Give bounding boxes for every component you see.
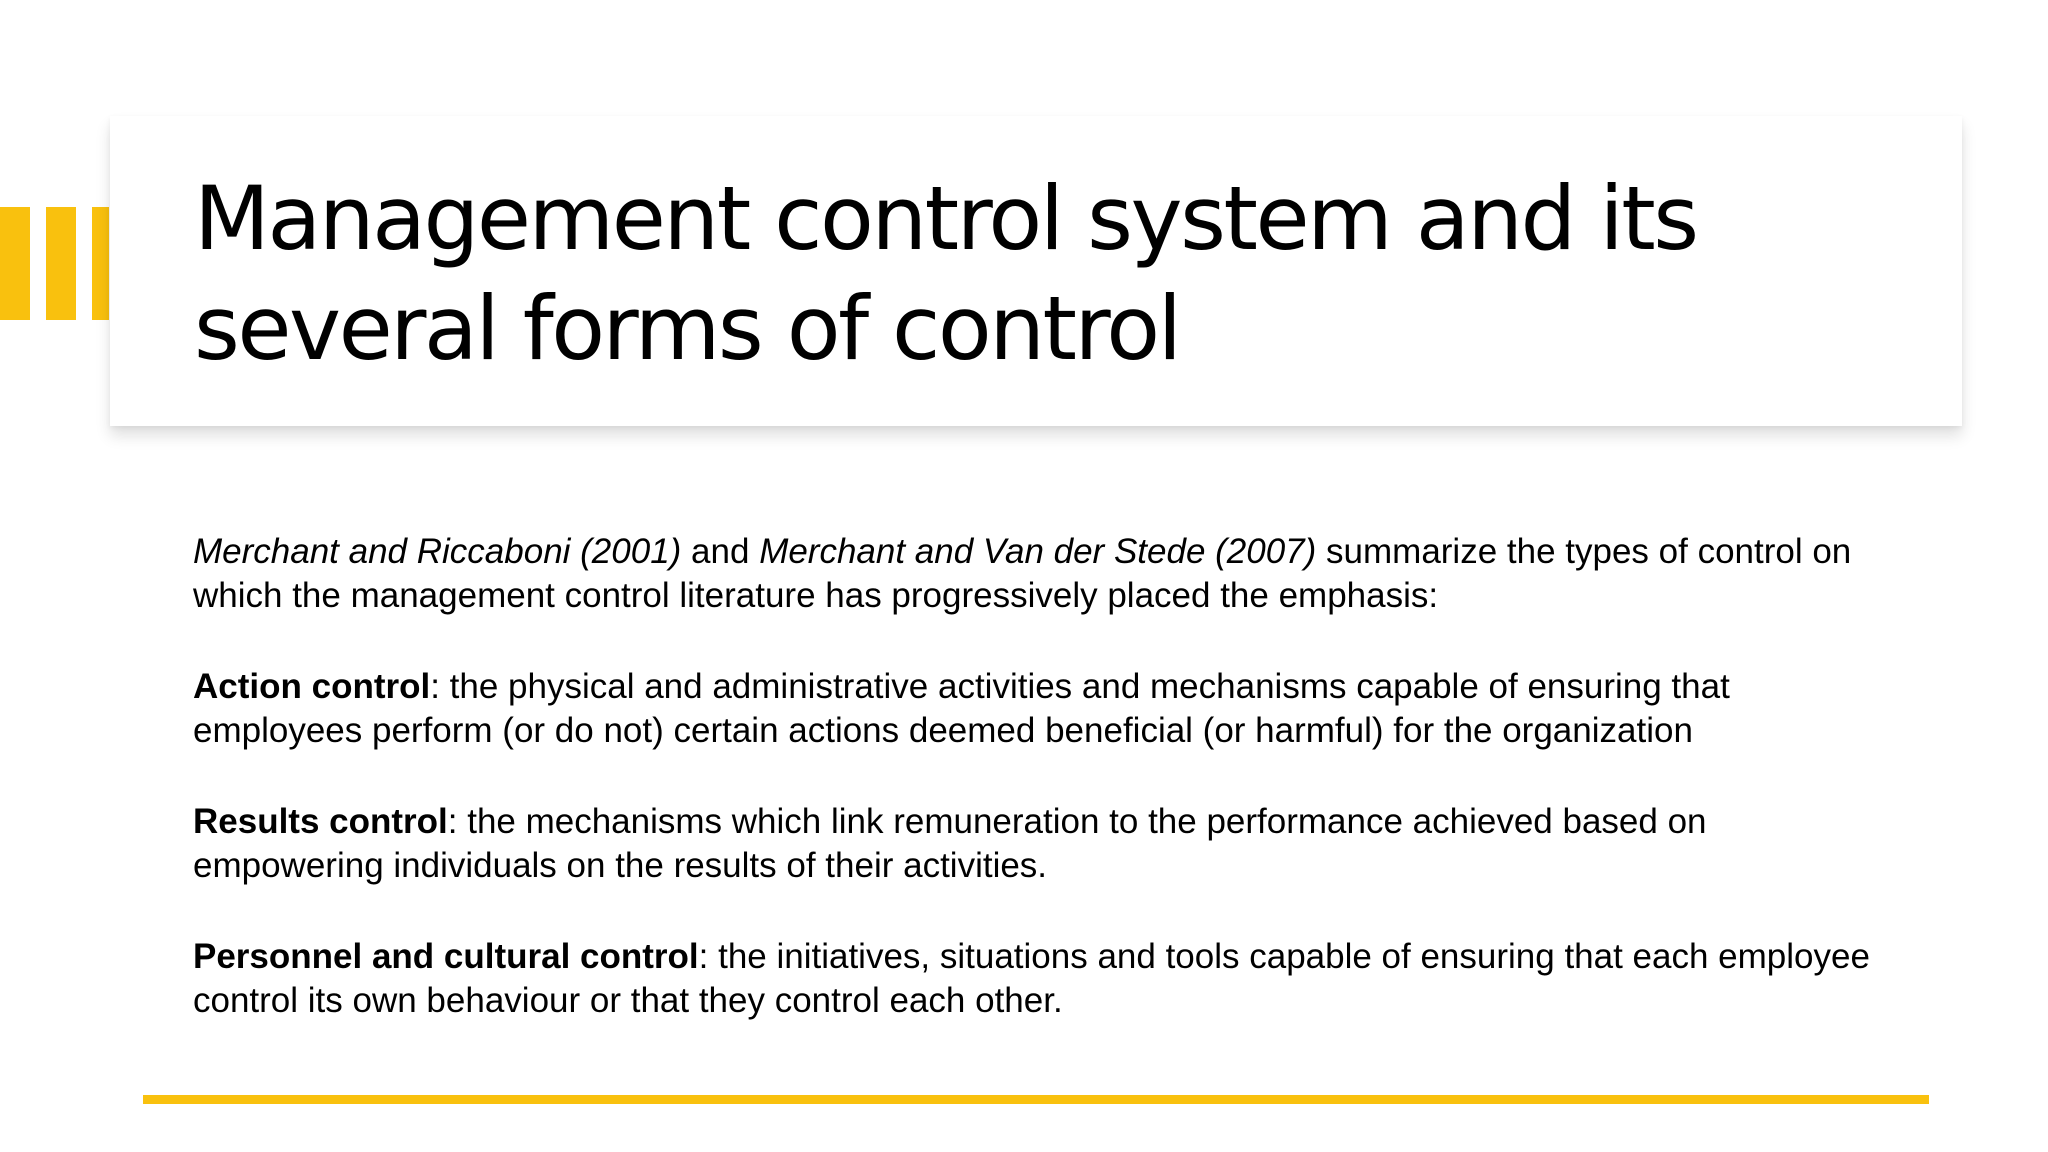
- accent-bar-3: [92, 207, 109, 320]
- term-personnel-cultural-control: Personnel and cultural control: [193, 937, 699, 976]
- citation-merchant-riccaboni: Merchant and Riccaboni (2001): [193, 532, 682, 571]
- personnel-cultural-control-paragraph: [193, 935, 1893, 1023]
- results-control-paragraph: [193, 800, 1893, 888]
- slide-body: [193, 530, 1893, 1023]
- term-action-control: Action control: [193, 667, 431, 706]
- intro-connector: and: [681, 532, 760, 571]
- definition-action-control: : the physical and administrative activities and mechanisms capable of ensuring that employees perform (or do not) certain actions deemed beneficial (or harmful) for the organization: [193, 667, 1730, 750]
- accent-bar-2: [46, 207, 76, 320]
- citation-merchant-van-der-stede: Merchant and Van der Stede (2007): [759, 532, 1317, 571]
- title-line-2: several forms of control: [194, 277, 1180, 380]
- action-control-paragraph: [193, 665, 1893, 753]
- accent-bar-1: [0, 207, 30, 320]
- term-results-control: Results control: [193, 802, 448, 841]
- title-card: [110, 116, 1962, 426]
- slide-title: [194, 164, 1894, 384]
- definition-results-control: : the mechanisms which link remuneration to the performance achieved based on empowering individuals on the results of their activities.: [193, 802, 1707, 885]
- title-line-1: Management control system and its: [194, 167, 1697, 270]
- bottom-accent-rule: [143, 1095, 1929, 1104]
- intro-paragraph: [193, 530, 1893, 618]
- intro-text: summarize the types of control on which the management control literature has progressively placed the emphasis:: [193, 532, 1852, 615]
- definition-personnel-cultural-control: : the initiatives, situations and tools capable of ensuring that each employee control its own behaviour or that they control each other.: [193, 937, 1870, 1020]
